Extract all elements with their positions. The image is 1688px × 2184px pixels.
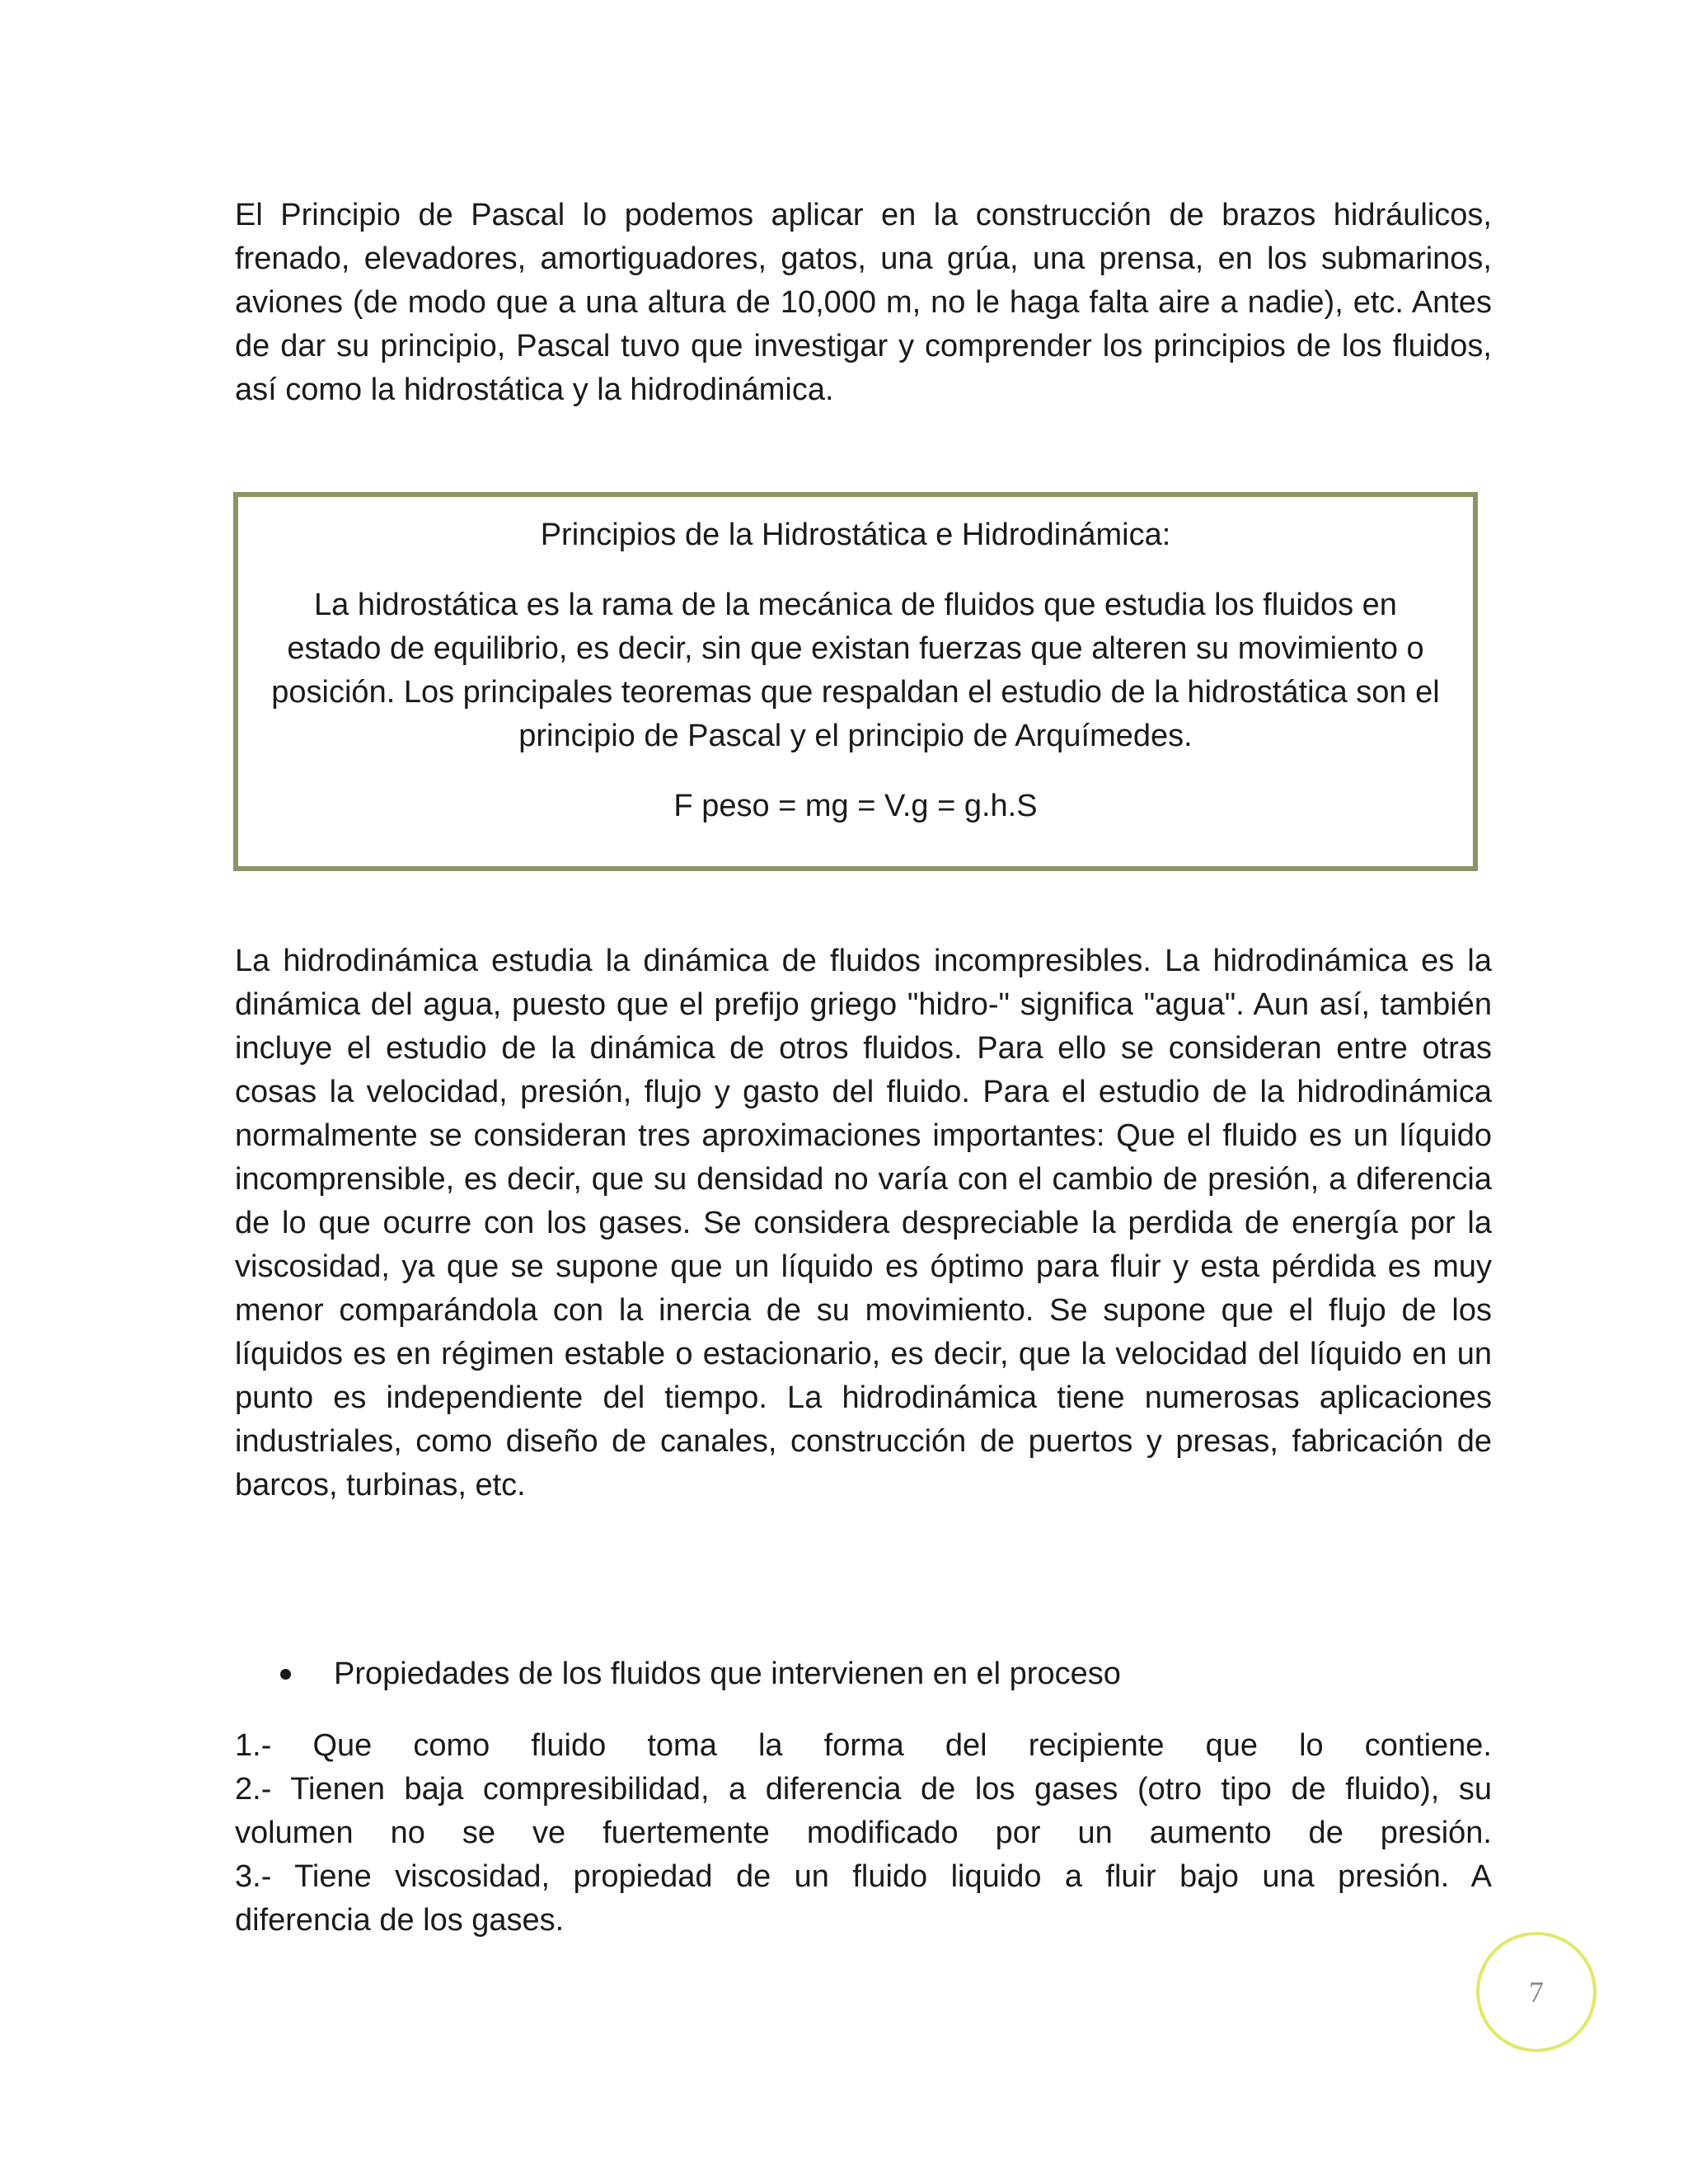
property-item-3-line-2: diferencia de los gases. bbox=[235, 1903, 565, 1938]
property-item-2-line-2: volumen no se ve fuertemente modificado por un aumento de presión. bbox=[235, 1816, 1492, 1850]
bullet-item bbox=[280, 1652, 1121, 1696]
intro-paragraph: El Principio de Pascal lo podemos aplicar en la construcción de brazos hidráulicos, frenado, elevadores, amortiguadores, gatos, una grúa, una prensa, en los submarinos, aviones (de modo que a una altura de 10,000 m, no le haga falta aire a nadie), etc. Antes de dar su principio, Pascal tuvo que investigar y comprender los principios de los fluidos, así como la hidrostática y la hidrodinámica. bbox=[235, 198, 1492, 407]
properties-list bbox=[235, 1724, 1492, 1943]
hydrodynamics-paragraph: La hidrodinámica estudia la dinámica de fluidos incompresibles. La hidrodinámica es la dinámica del agua, puesto que el prefijo griego "hidro-" significa "agua". Aun así, también incluye el estudio de la dinámica de otros fluidos. Para ello se consideran entre otras cosas la velocidad, presión, flujo y gasto del fluido. Para el estudio de la hidrodinámica normalmente se consideran tres aproximaciones importantes: Que el fluido es un líquido incomprensible, es decir, que su densidad no varía con el cambio de presión, a diferencia de lo que ocurre con los gases. Se considera despreciable la perdida de energía por la viscosidad, ya que se supone que un líquido es óptimo para fluir y esta pérdida es muy menor comparándola con la inercia de su movimiento. Se supone que el flujo de los líquidos es en régimen estable o estacionario, es decir, que la velocidad del líquido en un punto es independiente del tiempo. La hidrodinámica tiene numerosas aplicaciones industriales, como diseño de canales, construcción de puertos y presas, fabricación de barcos, turbinas, etc. bbox=[235, 944, 1492, 1502]
page-number-badge bbox=[1476, 1932, 1597, 2052]
page-number: 7 bbox=[1529, 1975, 1544, 2008]
property-item-3-line-1: 3.- Tiene viscosidad, propiedad de un fluido liquido a fluir bajo una presión. A bbox=[235, 1859, 1492, 1894]
bullet-text: Propiedades de los fluidos que intervienen en el proceso bbox=[334, 1657, 1121, 1691]
bullet-dot-icon bbox=[280, 1669, 291, 1680]
property-item-2-line-1: 2.- Tienen baja compresibilidad, a diferencia de los gases (otro tipo de fluido), su bbox=[235, 1772, 1492, 1807]
box-body: La hidrostática es la rama de la mecánica de fluidos que estudia los fluidos en estado de equilibrio, es decir, sin que existan fuerzas que alteren su movimiento o posición. Los principales teoremas que respaldan el estudio de la hidrostática son el principio de Pascal y el principio de Arquímedes. bbox=[271, 588, 1440, 753]
box-title: Principios de la Hidrostática e Hidrodinámica: bbox=[540, 518, 1171, 552]
property-item-1: 1.- Que como fluido toma la forma del recipiente que lo contiene. bbox=[235, 1728, 1492, 1763]
box-formula: F peso = mg = V.g = g.h.S bbox=[673, 789, 1038, 823]
hydrostatics-box bbox=[233, 492, 1478, 871]
